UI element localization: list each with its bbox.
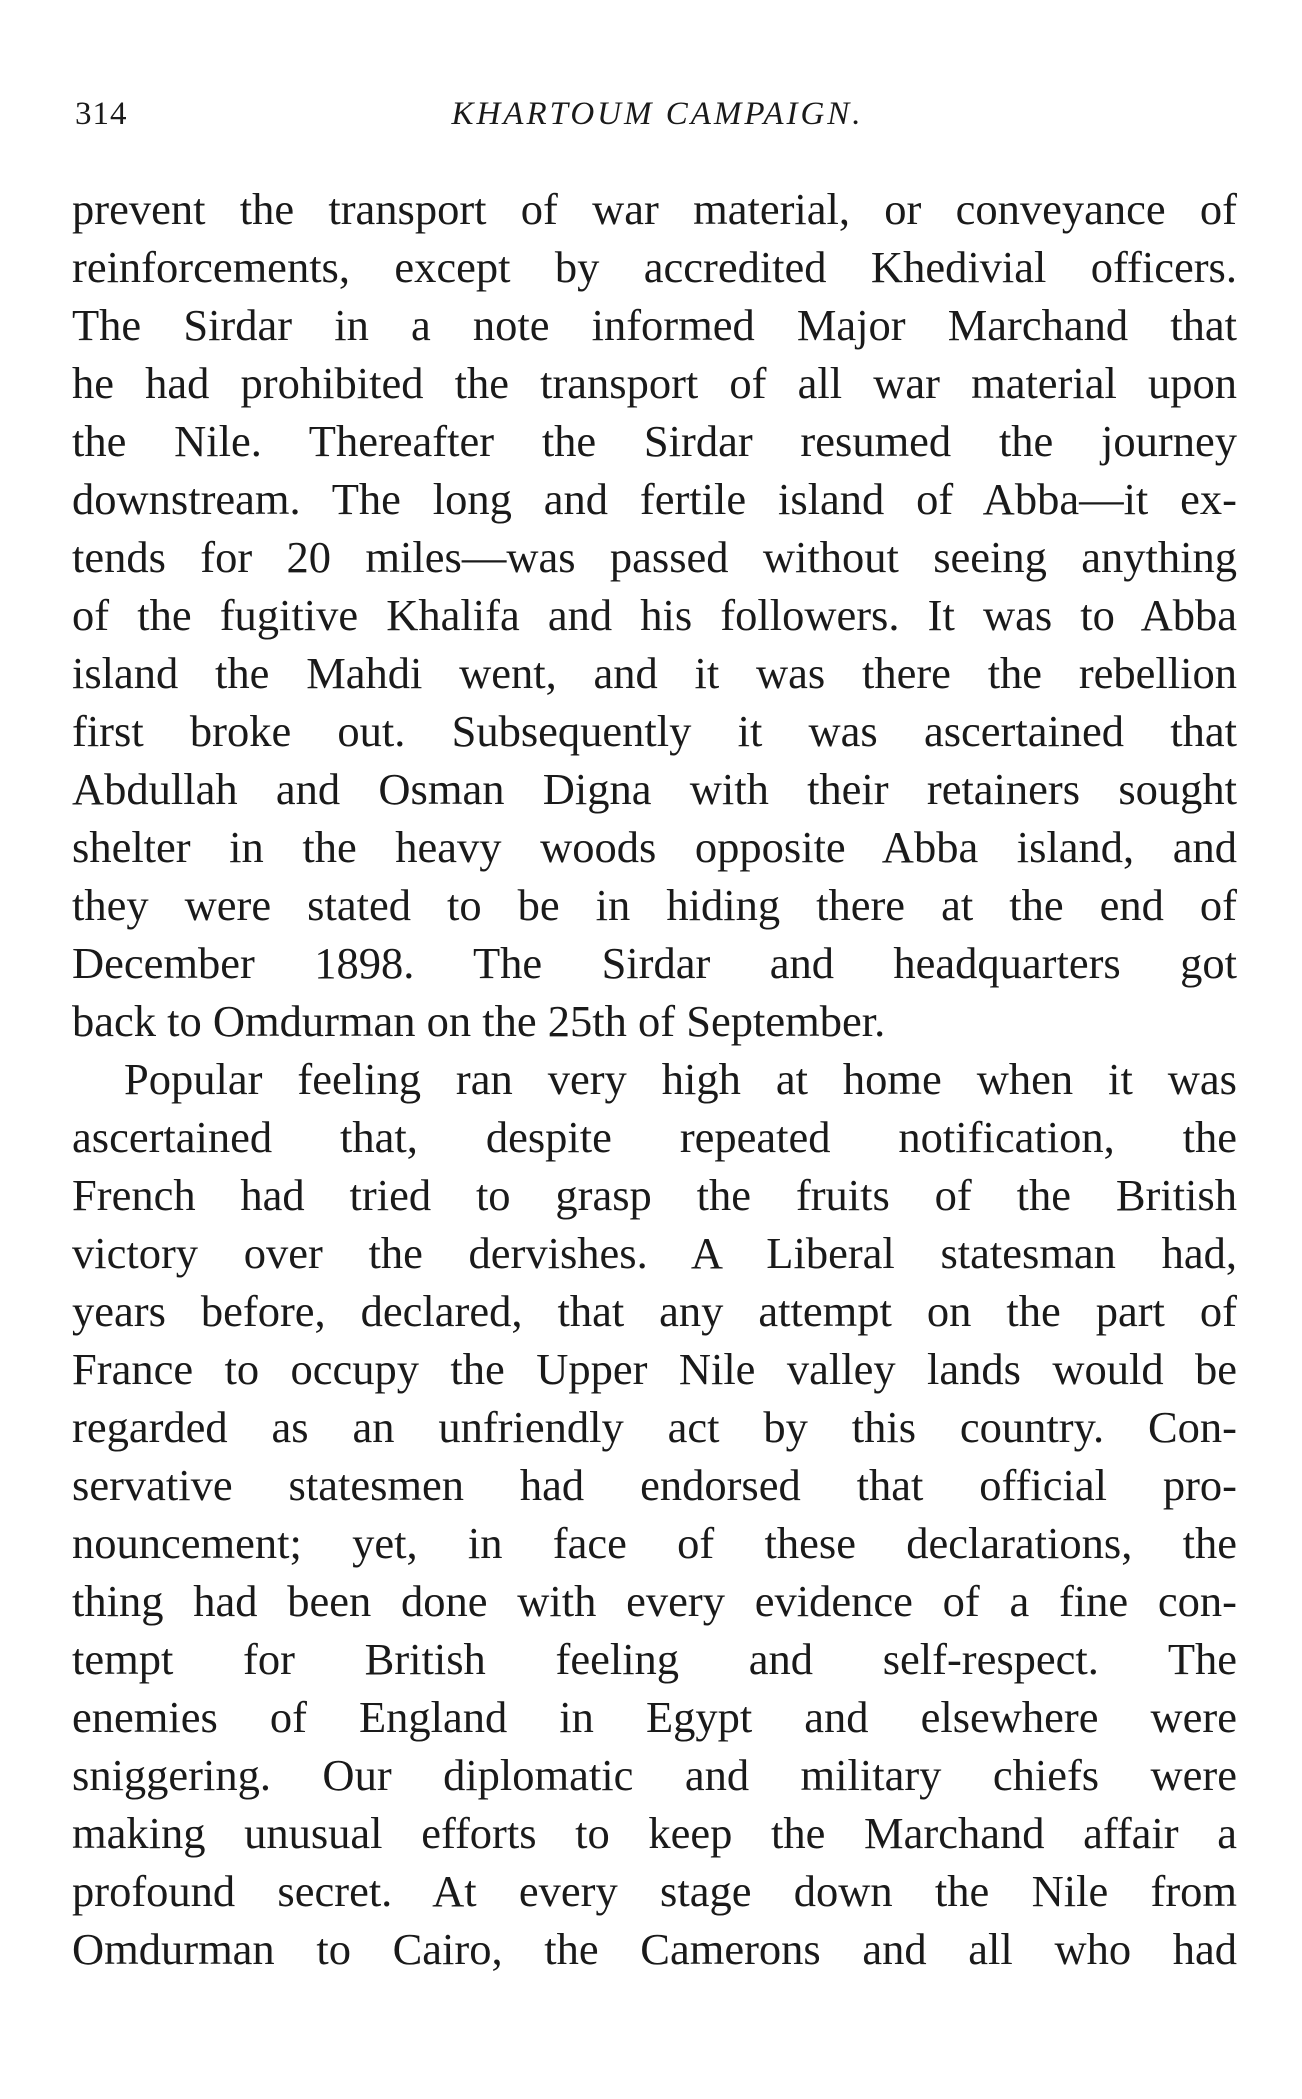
text-line: prevent the transport of war material, or conveyance of bbox=[72, 184, 1237, 234]
text-line: island the Mahdi went, and it was there the rebellion bbox=[72, 648, 1237, 698]
text-line: tempt for British feeling and self-respect. The bbox=[72, 1634, 1237, 1684]
text-line: years before, declared, that any attempt on the part of bbox=[72, 1286, 1237, 1336]
text-line: reinforcements, except by accredited Khedivial officers. bbox=[72, 242, 1237, 292]
text-line: nouncement; yet, in face of these declarations, the bbox=[72, 1518, 1237, 1568]
running-title: KHARTOUM CAMPAIGN. bbox=[451, 96, 864, 132]
text-line: regarded as an unfriendly act by this country. Con- bbox=[72, 1402, 1237, 1452]
running-head bbox=[75, 96, 1240, 140]
text-line: enemies of England in Egypt and elsewhere were bbox=[72, 1692, 1237, 1742]
text-line: downstream. The long and fertile island of Abba—it ex- bbox=[72, 474, 1237, 524]
text-line: Abdullah and Osman Digna with their retainers sought bbox=[72, 764, 1237, 814]
text-line: they were stated to be in hiding there at the end of bbox=[72, 880, 1237, 930]
text-line: the Nile. Thereafter the Sirdar resumed the journey bbox=[72, 416, 1237, 466]
page-number: 314 bbox=[75, 96, 128, 132]
text-line: sniggering. Our diplomatic and military chiefs were bbox=[72, 1750, 1237, 1800]
text-line: he had prohibited the transport of all war material upon bbox=[72, 358, 1237, 408]
paragraph-first-line: Popular feeling ran very high at home when it was bbox=[124, 1054, 1237, 1104]
text-line: December 1898. The Sirdar and headquarters got bbox=[72, 938, 1237, 988]
text-line: shelter in the heavy woods opposite Abba island, and bbox=[72, 822, 1237, 872]
text-line: tends for 20 miles—was passed without seeing anything bbox=[72, 532, 1237, 582]
text-line: Omdurman to Cairo, the Camerons and all who had bbox=[72, 1924, 1237, 1974]
text-line: first broke out. Subsequently it was ascertained that bbox=[72, 706, 1237, 756]
text-line: making unusual efforts to keep the Marchand affair a bbox=[72, 1808, 1237, 1858]
text-line: victory over the dervishes. A Liberal statesman had, bbox=[72, 1228, 1237, 1278]
text-line: of the fugitive Khalifa and his followers. It was to Abba bbox=[72, 590, 1237, 640]
text-line: French had tried to grasp the fruits of the British bbox=[72, 1170, 1237, 1220]
text-line: profound secret. At every stage down the Nile from bbox=[72, 1866, 1237, 1916]
text-line: France to occupy the Upper Nile valley lands would be bbox=[72, 1344, 1237, 1394]
text-line: The Sirdar in a note informed Major Marchand that bbox=[72, 300, 1237, 350]
paragraph-last-line: back to Omdurman on the 25th of September. bbox=[72, 996, 886, 1046]
body-text bbox=[72, 180, 1237, 1978]
text-line: servative statesmen had endorsed that official pro- bbox=[72, 1460, 1237, 1510]
text-line: thing had been done with every evidence of a fine con- bbox=[72, 1576, 1237, 1626]
text-line: ascertained that, despite repeated notification, the bbox=[72, 1112, 1237, 1162]
